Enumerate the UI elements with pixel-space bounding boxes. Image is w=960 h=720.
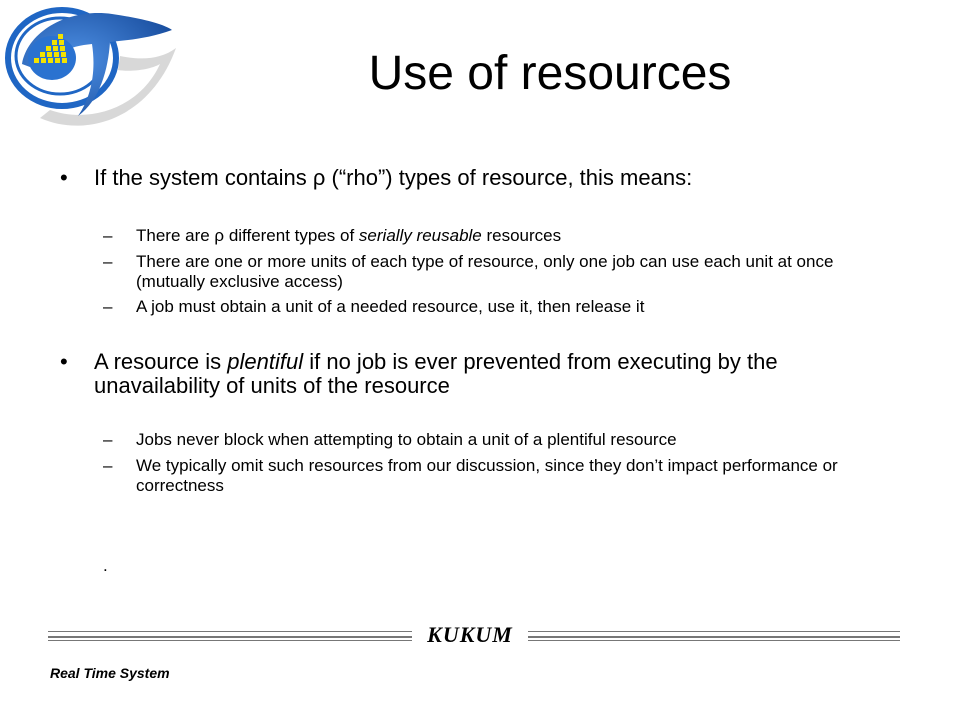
bullet-mark: •	[60, 349, 68, 374]
dash-mark: –	[103, 252, 113, 271]
dash-mark: –	[103, 456, 113, 475]
text-part: There are ρ different types of	[136, 226, 359, 245]
text-part: if no job is ever prevented from executing by the unavailability of units of the resource	[94, 349, 778, 398]
sub-bullet-text: There are one or more units of each type of resource, only one job can use each unit at once (mutually exclusive access)	[136, 252, 834, 291]
bullet-1-text: If the system contains ρ (“rho”) types of resource, this means:	[94, 165, 693, 190]
stray-dot: .	[103, 556, 108, 575]
slide-title: Use of resources	[368, 47, 732, 100]
footer-rule-left-thin	[48, 637, 412, 641]
dash-mark: –	[103, 297, 113, 316]
text-part: resources	[481, 226, 562, 245]
sub-bullet-1-3	[103, 297, 903, 317]
sub-bullet-text: Jobs never block when attempting to obtain a unit of a plentiful resource	[136, 430, 677, 449]
bullet-1	[60, 166, 900, 190]
sub-bullet-text: A job must obtain a unit of a needed resource, use it, then release it	[136, 297, 645, 316]
sub-bullet-text: We typically omit such resources from our discussion, since they don’t impact performance or correctness	[136, 456, 838, 495]
university-logo-icon	[0, 0, 185, 145]
bullet-2	[60, 350, 900, 398]
sub-bullet-1-2	[103, 252, 903, 292]
italic-term: plentiful	[227, 349, 304, 374]
dash-mark: –	[103, 430, 113, 449]
sub-bullet-2-2	[103, 456, 903, 496]
sub-bullet-text	[136, 226, 903, 246]
bullet-2-text	[94, 350, 900, 398]
italic-term: serially reusable	[358, 226, 482, 245]
dash-mark: –	[103, 226, 113, 245]
footer-caption: Real Time System	[50, 665, 170, 681]
sub-bullet-1-1	[103, 226, 903, 246]
footer-logo-text: KUKUM	[427, 622, 513, 647]
bullet-mark: •	[60, 165, 68, 190]
sub-bullet-2-1	[103, 430, 903, 450]
text-part: A resource is	[94, 349, 228, 374]
footer-rule-right-thin	[528, 637, 900, 641]
